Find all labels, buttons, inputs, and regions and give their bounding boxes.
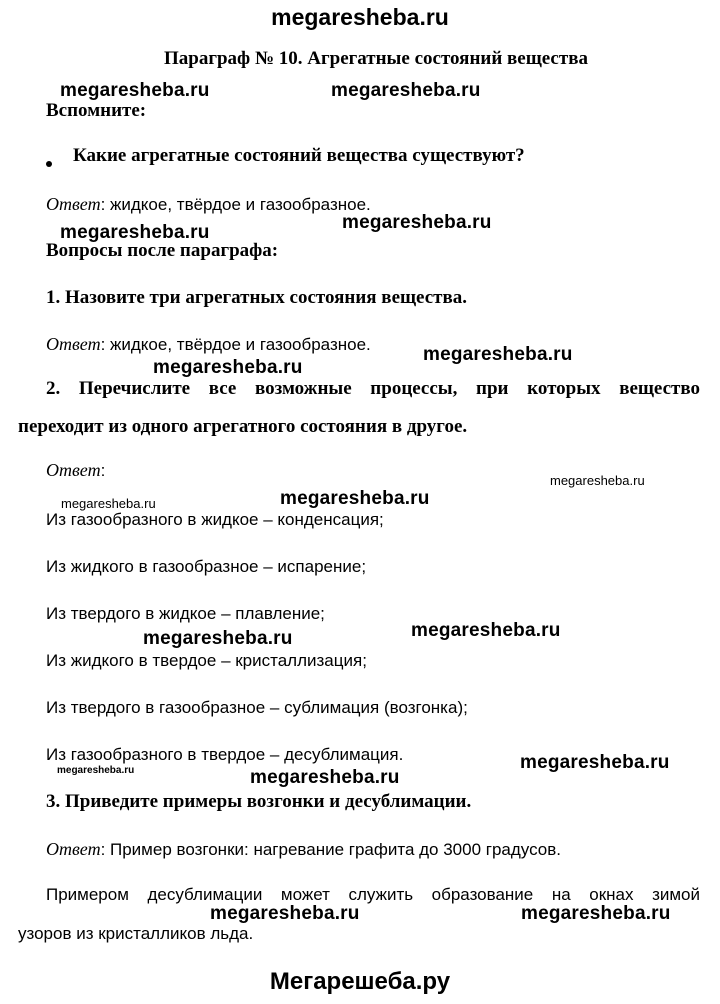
list-item: Из газообразного в жидкое – конденсация;	[46, 510, 384, 529]
watermark: megaresheba.ru	[521, 903, 671, 924]
bullet-icon	[46, 154, 52, 172]
question-1-answer	[46, 334, 371, 355]
watermark: megaresheba.ru	[153, 357, 303, 378]
questions-heading: Вопросы после параграфа:	[46, 240, 279, 261]
watermark: megaresheba.ru	[61, 496, 156, 511]
answer-text: : Пример возгонки: нагревание графита до 3000 градусов.	[100, 840, 561, 859]
list-item: Из газообразного в твердое – десублимация.	[46, 745, 404, 764]
answer-label: Ответ	[46, 334, 101, 354]
question-2-line-1: 2. Перечислите все возможные процессы, при которых вещество	[46, 378, 700, 399]
question-3-extra-line-1: Примером десублимации может служить образование на окнах зимой	[46, 885, 700, 904]
answer-label: Ответ	[46, 194, 101, 214]
watermark: megaresheba.ru	[60, 80, 210, 101]
list-item: Из твердого в жидкое – плавление;	[46, 604, 325, 623]
watermark: megaresheba.ru	[60, 222, 210, 243]
question-2-answer	[46, 460, 105, 481]
watermark: megaresheba.ru	[411, 620, 561, 641]
bullet-question: Какие агрегатные состояний вещества существуют?	[73, 145, 525, 166]
footer-site-name: Мегарешеба.ру	[269, 968, 451, 995]
watermark: megaresheba.ru	[57, 765, 135, 776]
watermark: megaresheba.ru	[250, 767, 400, 788]
answer-text: : жидкое, твёрдое и газообразное.	[100, 195, 371, 214]
answer-label: Ответ	[46, 460, 101, 480]
answer-text: :	[100, 461, 106, 480]
bullet-answer	[46, 194, 371, 215]
question-3-answer	[46, 839, 561, 860]
watermark: megaresheba.ru	[280, 488, 430, 509]
question-3: 3. Приведите примеры возгонки и десублимации.	[46, 791, 472, 812]
watermark: megaresheba.ru	[210, 903, 360, 924]
watermark: megaresheba.ru	[550, 473, 645, 488]
watermark: megaresheba.ru	[143, 628, 293, 649]
remember-heading: Вспомните:	[46, 100, 147, 121]
watermark: megaresheba.ru	[331, 80, 481, 101]
answer-label: Ответ	[46, 839, 101, 859]
list-item: Из твердого в газообразное – сублимация (возгонка);	[46, 698, 468, 717]
list-item: Из жидкого в газообразное – испарение;	[46, 557, 367, 576]
question-2-line-2: переходит из одного агрегатного состояния в другое.	[18, 416, 468, 437]
page-title: Параграф № 10. Агрегатные состояний вещества	[164, 48, 588, 69]
question-3-extra-line-2: узоров из кристалликов льда.	[18, 924, 254, 943]
watermark: megaresheba.ru	[520, 752, 670, 773]
answer-text: : жидкое, твёрдое и газообразное.	[100, 335, 371, 354]
watermark: megaresheba.ru	[423, 344, 573, 365]
watermark: megaresheba.ru	[342, 212, 492, 233]
question-1: 1. Назовите три агрегатных состояния вещества.	[46, 287, 467, 308]
list-item: Из жидкого в твердое – кристаллизация;	[46, 651, 367, 670]
header-site-name: megaresheba.ru	[271, 4, 449, 30]
